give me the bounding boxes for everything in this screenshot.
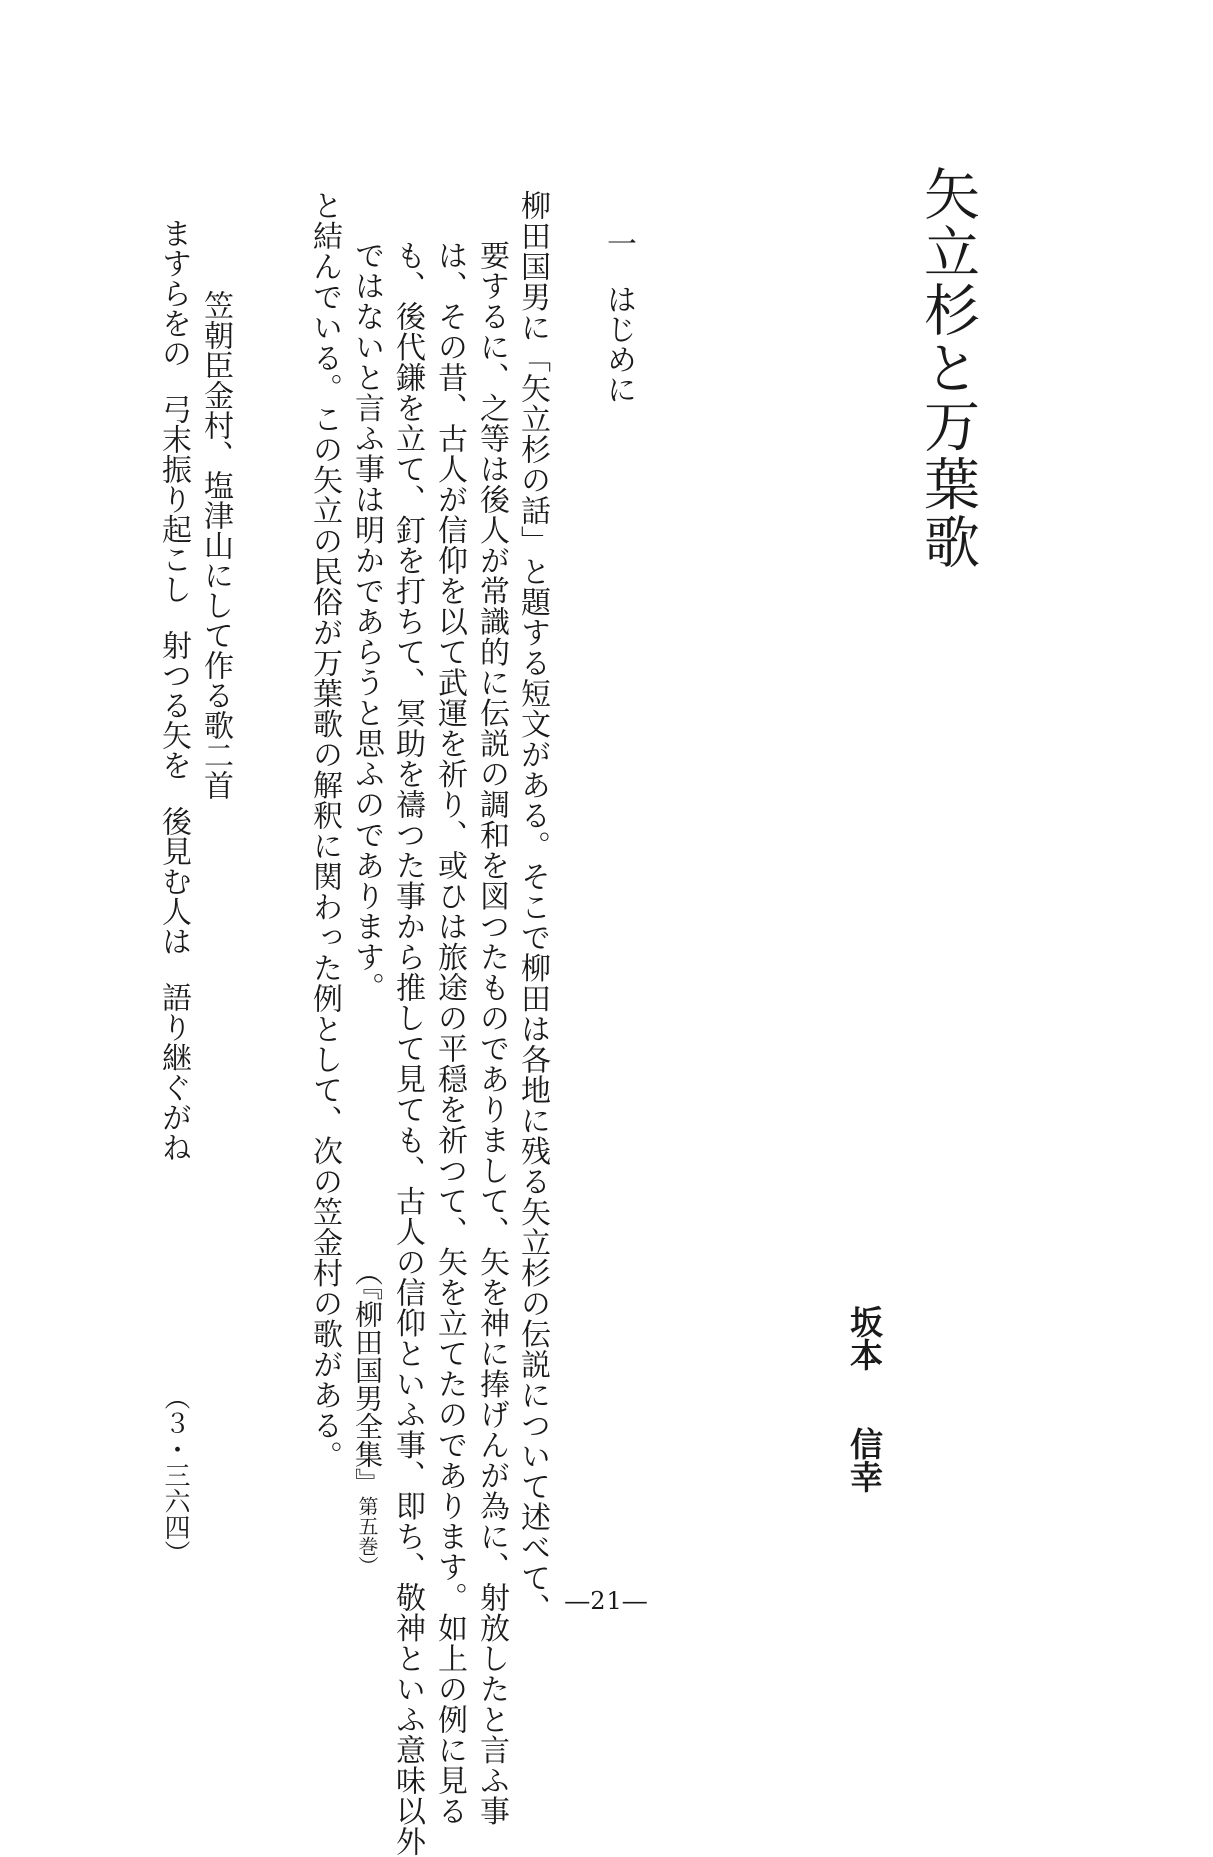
author-family-name: 坂本	[845, 1305, 884, 1371]
section-heading-text: はじめに	[601, 284, 636, 404]
quotation-line: は、その昔、古人が信仰を以て武運を祈り、或ひは旅途の平穏を祈つて、矢を立てたのであります。如上の例に見る	[432, 240, 467, 1826]
citation-source: （『柳田国男全集』	[351, 1258, 384, 1496]
poem-phrase: 語り継ぐがね	[156, 982, 191, 1162]
body-paragraph-line: 柳田国男に「矢立杉の話」と題する短文がある。そこで柳田は各地に残る矢立杉の伝説について述べて、	[515, 190, 550, 1624]
poem-phrase: ますらをの	[156, 218, 191, 368]
poem-phrase: 後見む人は	[156, 806, 191, 956]
section-number: 一	[601, 228, 636, 258]
poem-header: 笠朝臣金村、塩津山にして作る歌二首	[198, 290, 233, 800]
section-heading	[601, 228, 636, 404]
quotation-line: も、後代鎌を立て、釘を打ちて、冥助を禱つた事から推して見ても、古人の信仰といふ事、即ち、敬神といふ意味以外	[390, 240, 425, 1857]
poem-reference: （３・三六四）	[160, 1384, 190, 1566]
author-name	[845, 1305, 884, 1493]
author-given-name: 信幸	[845, 1427, 884, 1493]
poem-text	[156, 218, 191, 1162]
quotation-line: 要するに、之等は後人が常識的に伝説の調和を図つたものでありまして、矢を神に捧げんが為に、射放したと言ふ事	[474, 240, 509, 1826]
citation	[351, 1258, 384, 1576]
quotation-line: ではないと言ふ事は明かであらうと思ふのであります。	[349, 240, 384, 1003]
poem-phrase: 射つる矢を	[156, 630, 191, 780]
citation-volume: 第五巻）	[355, 1496, 379, 1576]
body-paragraph-line: と結んでいる。この矢立の民俗が万葉歌の解釈に関わった例として、次の笠金村の歌がある。	[307, 190, 342, 1471]
page-number: ―21―	[565, 1587, 648, 1615]
poem-phrase: 弓末振り起こし	[156, 394, 191, 604]
article-title: 矢立杉と万葉歌	[915, 165, 980, 571]
